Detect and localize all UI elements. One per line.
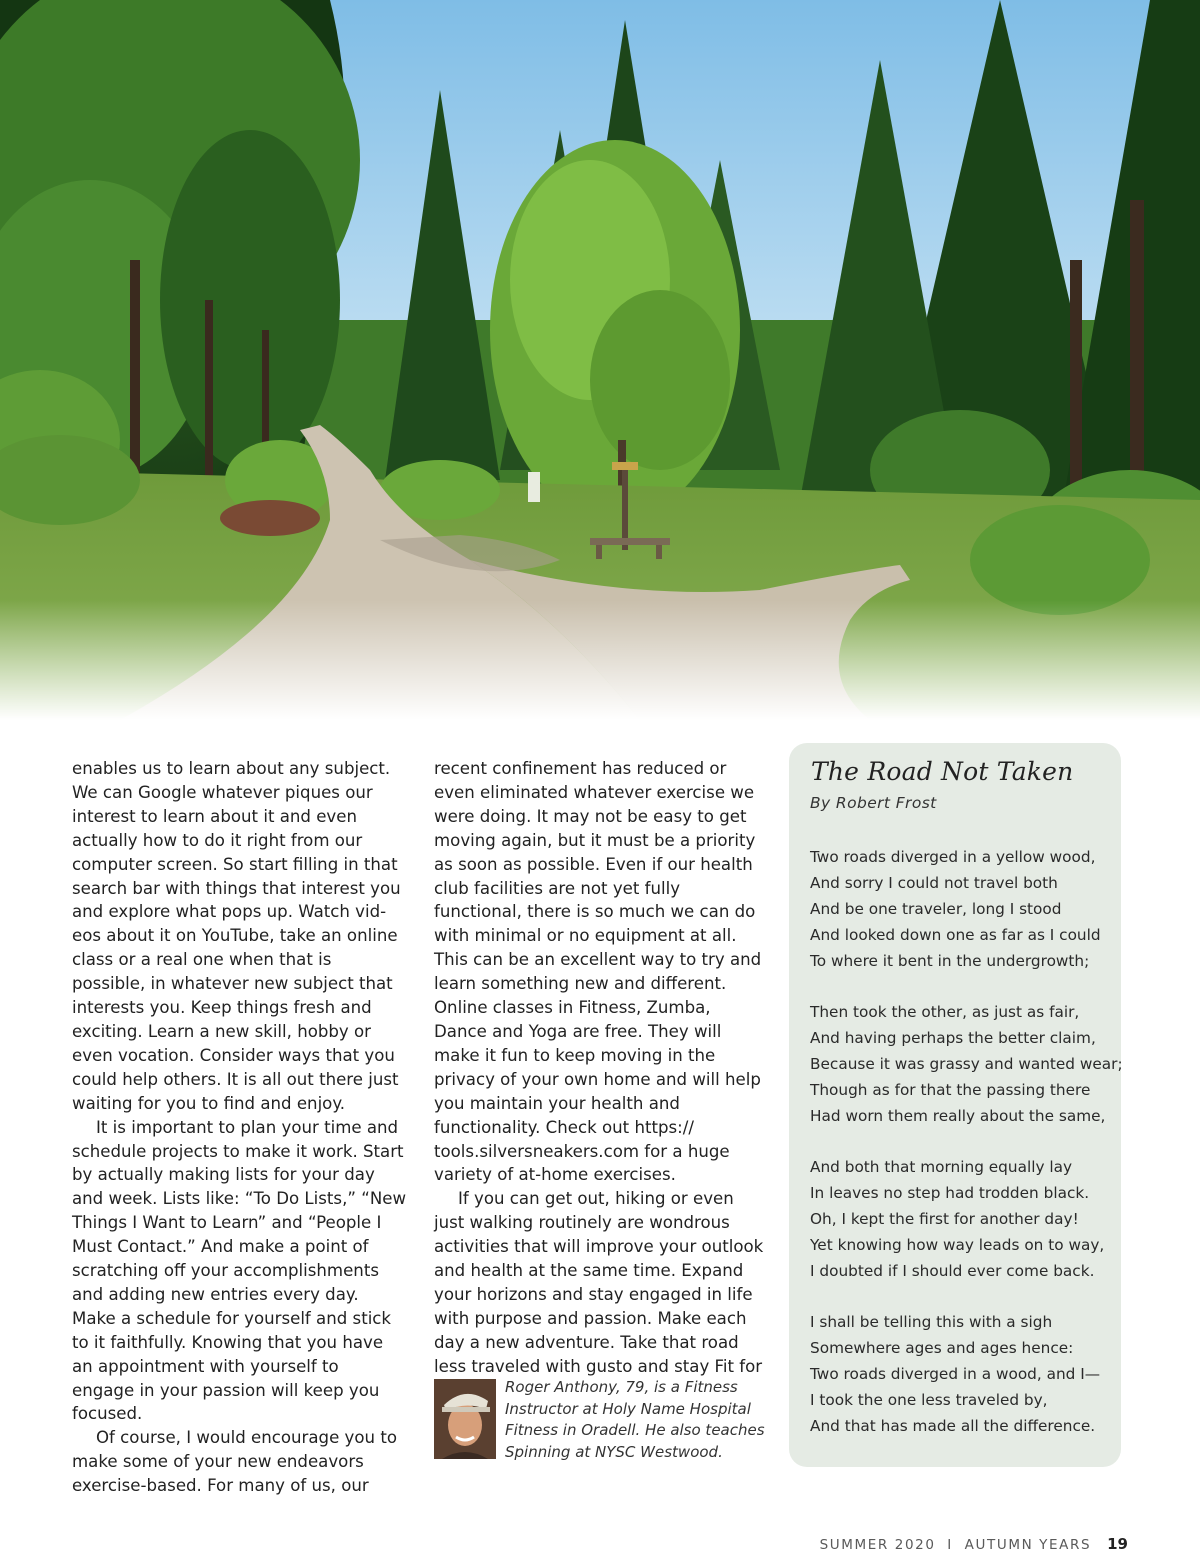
poem-line: And that has made all the difference. bbox=[810, 1416, 1096, 1435]
poem-line: Had worn them really about the same, bbox=[810, 1106, 1106, 1125]
poem-line: To where it bent in the undergrowth; bbox=[810, 951, 1090, 970]
author-bio bbox=[434, 1377, 768, 1461]
poem-line: Because it was grassy and wanted wear; bbox=[810, 1054, 1123, 1073]
hero-forest-photo bbox=[0, 0, 1200, 720]
poem-line: I took the one less traveled by, bbox=[810, 1390, 1048, 1409]
author-photo bbox=[434, 1379, 496, 1459]
author-bio-text: Roger Anthony, 79, is a Fitness Instructor at Holy Name Hospital Fitness in Oradell. He also teaches Spinning at NYSC Westwood. bbox=[505, 1378, 765, 1461]
poem-stanza-2 bbox=[810, 1000, 1123, 1130]
poem-line: Two roads diverged in a yellow wood, bbox=[810, 848, 1096, 866]
poem-line: And looked down one as far as I could bbox=[810, 925, 1101, 944]
poem-stanza-1 bbox=[810, 845, 1115, 975]
poem-stanzas bbox=[810, 845, 1123, 1465]
poem-line: Oh, I kept the first for another day! bbox=[810, 1209, 1079, 1228]
poem-line: Two roads diverged in a wood, and I— bbox=[810, 1364, 1101, 1383]
poem-line: I doubted if I should ever come back. bbox=[810, 1261, 1095, 1280]
poem-line: And both that morning equally lay bbox=[810, 1158, 1073, 1177]
poem-line: Though as for that the passing there bbox=[810, 1080, 1091, 1099]
poem-line: And be one traveler, long I stood bbox=[810, 899, 1062, 918]
poem-sidebar bbox=[789, 743, 1121, 1467]
page-footer bbox=[820, 1535, 1128, 1553]
poem-line: Then took the other, as just as fair, bbox=[810, 1003, 1080, 1022]
poem-author: By Robert Frost bbox=[810, 794, 937, 812]
poem-line: In leaves no step had trodden black. bbox=[810, 1183, 1090, 1202]
paragraph: enables us to learn about any subject. We can Google whatever piques our interest to learn about it and even actually how to do it right from our computer screen. So start filling in that search bar with things that interest you and explore what pops up. Watch videos about it on YouTube, take an online class or a real one when that is possible, in whatever new subject that interests you. Keep things fresh and exciting. Learn a new skill, hobby or even vocation. Consider ways that you could help others. It is all out there just waiting for you to find and enjoy. bbox=[72, 759, 401, 1113]
issue-label: SUMMER 2020 I AUTUMN YEARS bbox=[819, 1537, 1092, 1553]
article-column-2 bbox=[434, 757, 768, 1402]
poem-line: And sorry I could not travel both bbox=[810, 873, 1058, 892]
poem-title: The Road Not Taken bbox=[811, 757, 1074, 786]
poem-line: And having perhaps the better claim, bbox=[810, 1028, 1096, 1047]
poem-line: I shall be telling this with a sigh bbox=[810, 1313, 1053, 1332]
paragraph: It is important to plan your time and schedule projects to make it work. Start by actually making lists for your day and week. Lists like: “To Do Lists,” “New Things I Want to Learn” and “People I Must Contact.” And make a point of scratching off your accomplishments and adding new entries every day. Make a schedule for yourself and stick to it faithfully. Knowing that you have an appointment with yourself to engage in your passion will keep you focused. bbox=[72, 1117, 407, 1424]
poem-stanza-4 bbox=[810, 1310, 1115, 1440]
article-column-1 bbox=[72, 757, 406, 1498]
poem-stanza-3 bbox=[810, 1155, 1115, 1285]
page-number: 19 bbox=[1107, 1535, 1128, 1553]
paragraph: Of course, I would encourage you to make some of your new endeavors exercise-based. For many of us, our bbox=[72, 1428, 397, 1496]
poem-line: Yet knowing how way leads on to way, bbox=[810, 1235, 1105, 1254]
poem-line: Somewhere ages and ages hence: bbox=[810, 1339, 1074, 1357]
paragraph: recent confinement has reduced or even eliminated whatever exercise we were doing. It may not be easy to get moving again, but it must be a priority as soon as possible. Even if our health club facilities are not yet fully functional, there is so much we can do with minimal or no equipment at all. This can be an excellent way to try and learn something new and different. Online classes in Fitness, Zumba, Dance and Yoga are free. They will make it fun to keep moving in the privacy of your own home and will help you maintain your health and functionality. Check out https:// tools.silversneakers.com for a huge variety of at-home exercises. bbox=[434, 759, 762, 1185]
paragraph: If you can get out, hiking or even just walking routinely are wondrous activities that will improve your outlook and health at the same time. Expand your horizons and stay engaged in life with purpose and passion. Make each day a new adventure. Take that road less traveled with gusto and stay Fit for bbox=[434, 1189, 764, 1376]
